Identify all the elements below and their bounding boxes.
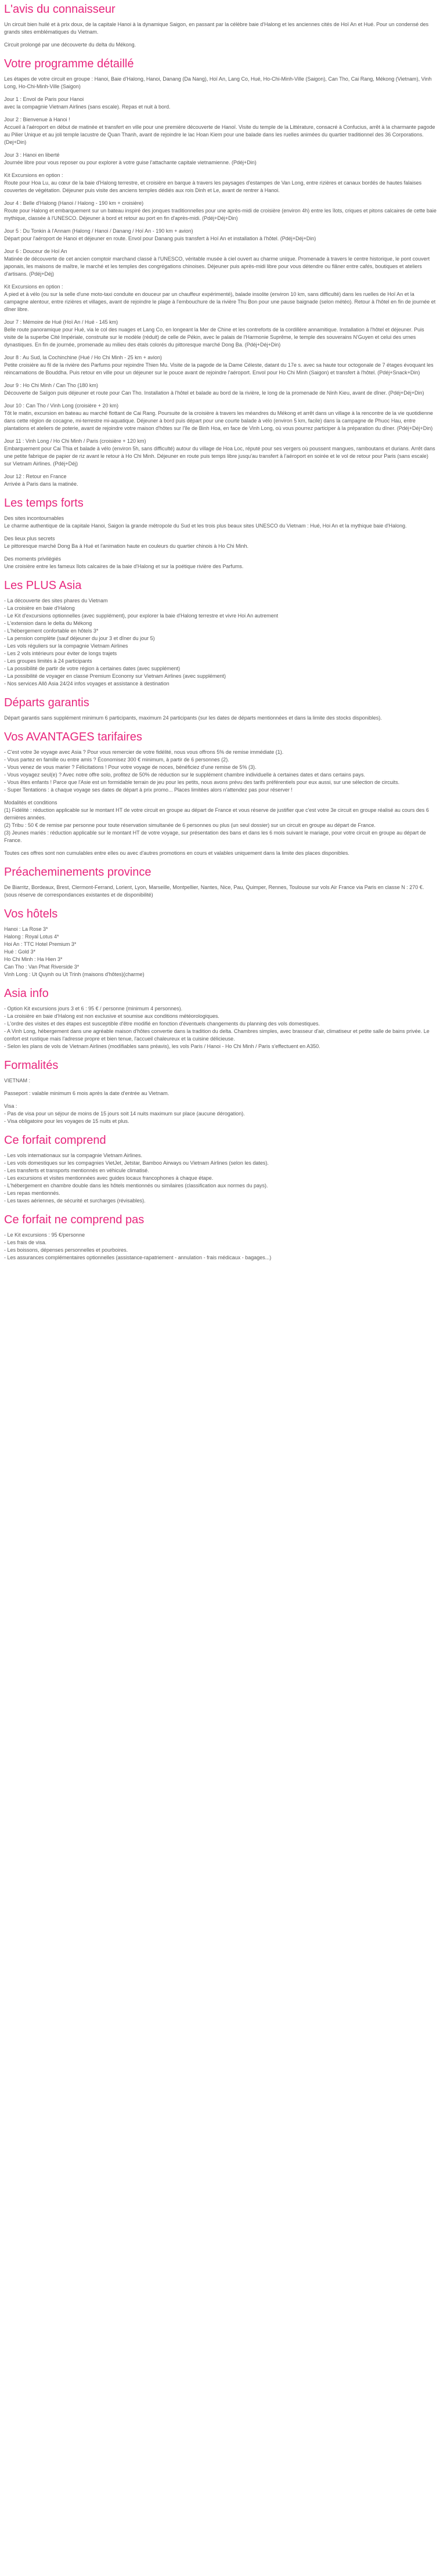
section-preach bbox=[4, 865, 437, 899]
section-formalites bbox=[4, 1058, 437, 1125]
section-title: Vos hôtels bbox=[4, 908, 58, 920]
paragraph: Kit Excursions en option : A pied et à vélo (ou sur la selle d'une moto-taxi conduite en douceur par un chauffeur expérimenté), balade insolite (environ 10 km, sans difficulté) dans les ruelles de Hoï An et la campagne alentour, entre rizières et villages, avant de rejoindre le plage à l'embouchure de la rivière Thu Bon pour une pause baignade (selon météo). Retour à l'hôtel en fin de journée et dîner libre. bbox=[4, 284, 436, 312]
paragraph: Jour 12 : Retour en France Arrivée à Paris dans la matinée. bbox=[4, 474, 78, 487]
section-title: Votre programme détaillé bbox=[4, 57, 134, 70]
paragraph: Jour 8 : Au Sud, la Cochinchine (Hué / Ho Chi Minh - 25 km + avion) Petite croisière au fil de la rivière des Parfums pour rejoindre Thien Mu. Visite de la pagode de la Dame Céleste, datant du 17e s. avec sa haute tour octogonale de 7 étages évoquant les réincarnations de Bouddha. Puis retour en ville pour un déjeuner sur le pouce avant de rejoindre l'aéroport. Envol pour Ho Chi Minh (Saigon) et transfert à l'hôtel. (Pdéj+Snack+Din) bbox=[4, 355, 434, 375]
paragraph: Jour 10 : Can Tho / Vinh Long (croisière + 20 km) Tôt le matin, excursion en bateau au marché flottant de Cai Rang. Poursuite de la croisière à travers les méandres du Mékong et arrêt dans un village à la rencontre de la vie quotidienne dans cette région de cocagne, mi-terrestre mi-aquatique. Déjeuner à bord puis départ pour une courte balade à vélo (environ 5 km, facile) dans la campagne de Phuoc Hau, entre plantations et ateliers de poterie, avant de rejoindre votre maison d'hôtes sur l'île de Binh Hoa, en face de Vinh Long, où vous pourrez participer à la préparation du dîner. (Pdéj+Déj+Din) bbox=[4, 403, 433, 431]
paragraph: Jour 11 : Vinh Long / Ho Chi Minh / Paris (croisière + 120 km) Embarquement pour Cai Thia et balade à vélo (environ 5h, sans difficulté) autour du village de Hoa Loc, réputé pour ses vergers où poussent mangues, ramboutans et durians. Arrêt dans une petite fabrique de papier de riz avant le retour à Ho Chi Minh. Déjeuner en route puis temps libre jusqu'au transfert à l'aéroport en soirée et le vol de retour pour Paris (sans escale) sur Vietnam Airlines. (Pdéj+Déj) bbox=[4, 438, 435, 467]
section-avantages bbox=[4, 730, 437, 857]
paragraph: Jour 9 : Ho Chi Minh / Can Tho (180 km) Découverte de Saïgon puis déjeuner et route pour Can Tho. Installation à l'hôtel et balade au bord de la rivière, le long de la promenade de Ninh Kieu, avant de dîner. (Pdéj+Déj+Din) bbox=[4, 382, 424, 396]
paragraph: Les étapes de votre circuit en groupe : Hanoi, Baie d'Halong, Hanoi, Danang (Da Nang), Hoï An, Lang Co, Hué, Ho-Chi-Minh-Ville (Saigon), Can Tho, Cai Rang, Mékong (Vietnam), Vinh Long, Ho-Chi-Minh-Ville (Saigon) bbox=[4, 76, 432, 89]
section-title: Vos AVANTAGES tarifaires bbox=[4, 731, 142, 743]
paragraph: - C'est votre 3e voyage avec Asia ? Pour vous remercier de votre fidélité, nous vous offrons 5% de remise immédiate (1). - Vous partez en famille ou entre amis ? Économisez 300 € minimum, à partir de 6 personnes (2). - Vous venez de vous marier ? Félicitations ! Pour votre voyage de noces, bénéficiez d'une remise de 5% (3). - Vous voyagez seul(e) ? Avec notre offre solo, profitez de 50% de réduction sur le supplément chambre individuelle à certaines dates et dans certains pays. - Vous êtes enfants ! Parce que l'Asie est un formidable terrain de jeu pour les petits, nous avons prévu des tarifs préférentiels pour eux aussi, sur une sélection de circuits. - Super Tentations : à chaque voyage ses dates de départ à prix promo... Places limitées alors n'attendez pas pour réserver ! bbox=[4, 749, 400, 793]
paragraph: Jour 5 : Du Tonkin à l'Annam (Halong / Hanoi / Danang / Hoï An - 190 km + avion) Départ pour l'aéroport de Hanoi et déjeuner en route. Envol pour Danang puis transfert à Hoï An et installation à l'hôtel. (Pdéj+Déj+Din) bbox=[4, 228, 316, 241]
section-temps-forts bbox=[4, 496, 437, 570]
section-title: Les PLUS Asia bbox=[4, 579, 82, 592]
paragraph: Passeport : valable minimum 6 mois après la date d'entrée au Vietnam. bbox=[4, 1090, 169, 1096]
paragraph: - La découverte des sites phares du Vietnam - La croisière en baie d'Halong - Le Kit d'excursions optionnelles (avec supplément), pour explorer la baie d'Halong terrestre et vivre Hoi An autrement - L'extension dans le delta du Mékong - L'hébergement confortable en hôtels 3* - La pension complète (sauf déjeuner du jour 3 et dîner du jour 5) - Les vols réguliers sur la compagnie Vietnam Airlines - Les 2 vols intérieurs pour éviter de longs trajets - Les groupes limités à 24 participants - La possibilité de partir de votre région à certaines dates (avec supplément) - La possibilité de voyager en classe Premium Economy sur Vietnam Airlines (avec supplément) - Nos services Allô Asia 24/24 infos voyages et assistance à destination bbox=[4, 598, 279, 687]
section-title: Asia info bbox=[4, 987, 49, 1000]
section-title: Ce forfait comprend bbox=[4, 1134, 106, 1147]
section-title: Ce forfait ne comprend pas bbox=[4, 1213, 145, 1226]
paragraph: - Option Kit excursions jours 3 et 6 : 95 € / personne (minimum 4 personnes). - La croisière en baie d'Halong est non exclusive et soumise aux conditions météorologiques. - L'ordre des visites et des étapes est susceptible d'être modifié en fonction d'éventuels changements du planning des vols domestiques. - A Vinh Long, hébergement dans une agréable maison d'hôtes convertie dans la tradition du delta. Chambres simples, avec brasseur d'air, climatiseur et petite salle de bains privée. Le confort est rustique mais l'adresse propre et bien tenue, l'accueil chaleureux et la cuisine délicieuse. - Selon les plans de vols de Vietnam Airlines (modifiables sans préavis), les vols Paris / Hanoi - Ho Chi Minh / Paris s'effectuent en A350. bbox=[4, 1006, 430, 1049]
paragraph: - Les vols internationaux sur la compagnie Vietnam Airlines. - Les vols domestiques sur les compagnies VietJet, Jetstar, Bamboo Airways ou Vietnam Airlines (selon les dates). - Les transferts et transports mentionnés en véhicule climatisé. - Les excursions et visites mentionnées avec guides locaux francophones à chaque étape. - L'hébergement en chambre double dans les hôtels mentionnés ou similaires (classification aux normes du pays). - Les repas mentionnés. - Les taxes aériennes, de sécurité et surcharges (révisables). bbox=[4, 1152, 269, 1204]
paragraph: VIETNAM : bbox=[4, 1078, 31, 1083]
paragraph: Jour 6 : Douceur de Hoï An Matinée de découverte de cet ancien comptoir marchand classé à l'UNESCO, véritable musée à ciel ouvert au charme unique. Promenade à travers le centre historique, le pont couvert japonais, les maisons de maître, le marché et les temples des congrégations chinoises. Déjeuner puis après-midi libre pour vous détendre ou flâner entre cafés, boutiques et ateliers d'artisans. (Pdéj+Déj) bbox=[4, 248, 430, 277]
section-title: L'avis du connaisseur bbox=[4, 3, 116, 16]
section-departs bbox=[4, 696, 437, 722]
paragraph: - Le Kit excursions : 95 €/personne - Les frais de visa. - Les boissons, dépenses personnelles et pourboires. - Les assurances complémentaires optionnelles (assistance-rapatriement - annulation - frais médicaux - bagages...) bbox=[4, 1232, 272, 1260]
section-asia-info bbox=[4, 987, 437, 1050]
paragraph: Circuit prolongé par une découverte du delta du Mékong. bbox=[4, 42, 136, 48]
paragraph: Jour 3 : Hanoi en liberté Journée libre pour vous reposer ou pour explorer à votre guise l'attachante capitale vietnamienne. (Pdéj+Din) bbox=[4, 152, 257, 165]
section-plus-asia bbox=[4, 579, 437, 688]
section-title: Départs garantis bbox=[4, 696, 89, 709]
paragraph: Des moments privilégiés Une croisière entre les fameux îlots calcaires de la baie d'Halong et sur la poétique rivière des Parfums. bbox=[4, 556, 244, 569]
paragraph: De Biarritz, Bordeaux, Brest, Clermont-Ferrand, Lorient, Lyon, Marseille, Montpellier, Nantes, Nice, Pau, Quimper, Rennes, Toulouse sur vols Air France via Paris en classe N : 270 €. (sous réserve de correspondances existantes et de disponibilité) bbox=[4, 884, 424, 898]
paragraph: Un circuit bien huilé et à prix doux, de la capitale Hanoi à la dynamique Saigon, en passant par la célèbre baie d'Halong et les anciennes cités de Hoï An et Hué. Pour un condensé des grands sites emblématiques du Vietnam. bbox=[4, 21, 429, 35]
paragraph: Visa : - Pas de visa pour un séjour de moins de 15 jours soit 14 nuits maximum sur place (aucune dérogation). - Visa obligatoire pour les voyages de 15 nuits et plus. bbox=[4, 1103, 245, 1124]
section-title: Formalités bbox=[4, 1059, 59, 1072]
section-title: Préacheminements province bbox=[4, 866, 152, 879]
paragraph: Jour 2 : Bienvenue à Hanoi ! Accueil à l'aéroport en début de matinée et transfert en ville pour une première découverte de Hanoï. Visite du temple de la Littérature, consacré à Confucius, arrêt à la charmante pagode au Pilier Unique et au joli temple lacustre de Quan Thanh, avant de rejoindre le lac Hoan Kiem pour une balade dans les ruelles animées du quartier traditionnel des 36 Corporations. (Dej+Din) bbox=[4, 117, 435, 145]
paragraph: Hanoi : La Rose 3* Halong : Royal Lotus 4* Hoi An : TTC Hotel Premium 3* Hué : Gold 3* Ho Chi Minh : Ha Hien 3* Can Tho : Van Phat Riverside 3* Vinh Long : Ut Quynh ou Ut Trinh (maisons d'hôtes)(charme) bbox=[4, 926, 145, 977]
paragraph: Départ garantis sans supplément minimum 6 participants, maximum 24 participants (sur les dates de départs mentionnées et dans la limite des stocks disponibles). bbox=[4, 715, 382, 721]
paragraph: Jour 4 : Belle d'Halong (Hanoi / Halong - 190 km + croisière) Route pour Halong et embarquement sur un bateau inspiré des jonques traditionnelles pour une après-midi de croisière (environ 4h) entre les îlots, criques et pitons calcaires de cette baie mythique, classée à l'UNESCO. Déjeuner à bord et retour au port en fin d'après-midi. (Pdéj+Déj+Din) bbox=[4, 200, 437, 221]
section-lavis bbox=[4, 2, 437, 49]
section-title: Les temps forts bbox=[4, 497, 84, 510]
paragraph: Des lieux plus secrets Le pittoresque marché Dong Ba à Hué et l'animation haute en couleurs du quartier chinois à Ho Chi Minh. bbox=[4, 536, 248, 549]
page-content bbox=[0, 0, 440, 1262]
section-ne-comprend bbox=[4, 1213, 437, 1262]
section-comprend bbox=[4, 1133, 437, 1205]
paragraph: Modalités et conditions (1) Fidélité : réduction applicable sur le montant HT de votre circuit en groupe au départ de France et vous réserve de justifier que c'est votre 3e circuit en groupe réalisé au cours des 6 dernières années. (2) Tribu : 50 € de remise par personne pour toute réservation simultanée de 6 personnes ou plus (un seul dossier) sur un circuit en groupe au départ de France. (3) Jeunes mariés : réduction applicable sur le montant HT de votre voyage, sur présentation des bans et dans les 6 mois suivant le mariage, pour votre circuit en groupe au départ de France. bbox=[4, 800, 429, 843]
paragraph: Toutes ces offres sont non cumulables entre elles ou avec d'autres promotions en cours et valables uniquement dans la limite des places disponibles. bbox=[4, 850, 349, 856]
section-hotels bbox=[4, 907, 437, 978]
paragraph: Jour 1 : Envol de Paris pour Hanoi avec la compagnie Vietnam Airlines (sans escale). Repas et nuit à bord. bbox=[4, 96, 171, 110]
paragraph: Des sites incontournables Le charme authentique de la capitale Hanoi, Saigon la grande métropole du Sud et les trois plus beaux sites UNESCO du Vietnam : Hué, Hoi An et la mythique baie d'Halong. bbox=[4, 515, 407, 529]
paragraph: Jour 7 : Mémoire de Hué (Hoï An / Hué - 145 km) Belle route panoramique pour Hué, via le col des nuages et Lang Co, en longeant la Mer de Chine et les contreforts de la cordillère annamitique. Installation à l'hôtel et déjeuner. Puis visite de la superbe Cité Impériale, construite sur le modèle (réduit) de celle de Pékin, avec le palais de l'Harmonie Suprême, le temple des souverains N'Guyen et celui des urnes dynastiques. En fin de journée, promenade au milieu des étals colorés du pittoresque marché Dong Ba. (Pdéj+Déj+Din) bbox=[4, 319, 424, 348]
section-programme bbox=[4, 57, 437, 488]
paragraph: Kit Excursions en option : Route pour Hoa Lu, au cœur de la baie d'Halong terrestre, et croisière en barque à travers les paysages d'estampes de Van Long, entre rizières et canaux bordés de hautes falaises couvertes de végétation. Déjeuner puis visite des anciens temples dédiés aux rois Dinh et Le, avant de rentrer à Hanoi. bbox=[4, 172, 422, 193]
